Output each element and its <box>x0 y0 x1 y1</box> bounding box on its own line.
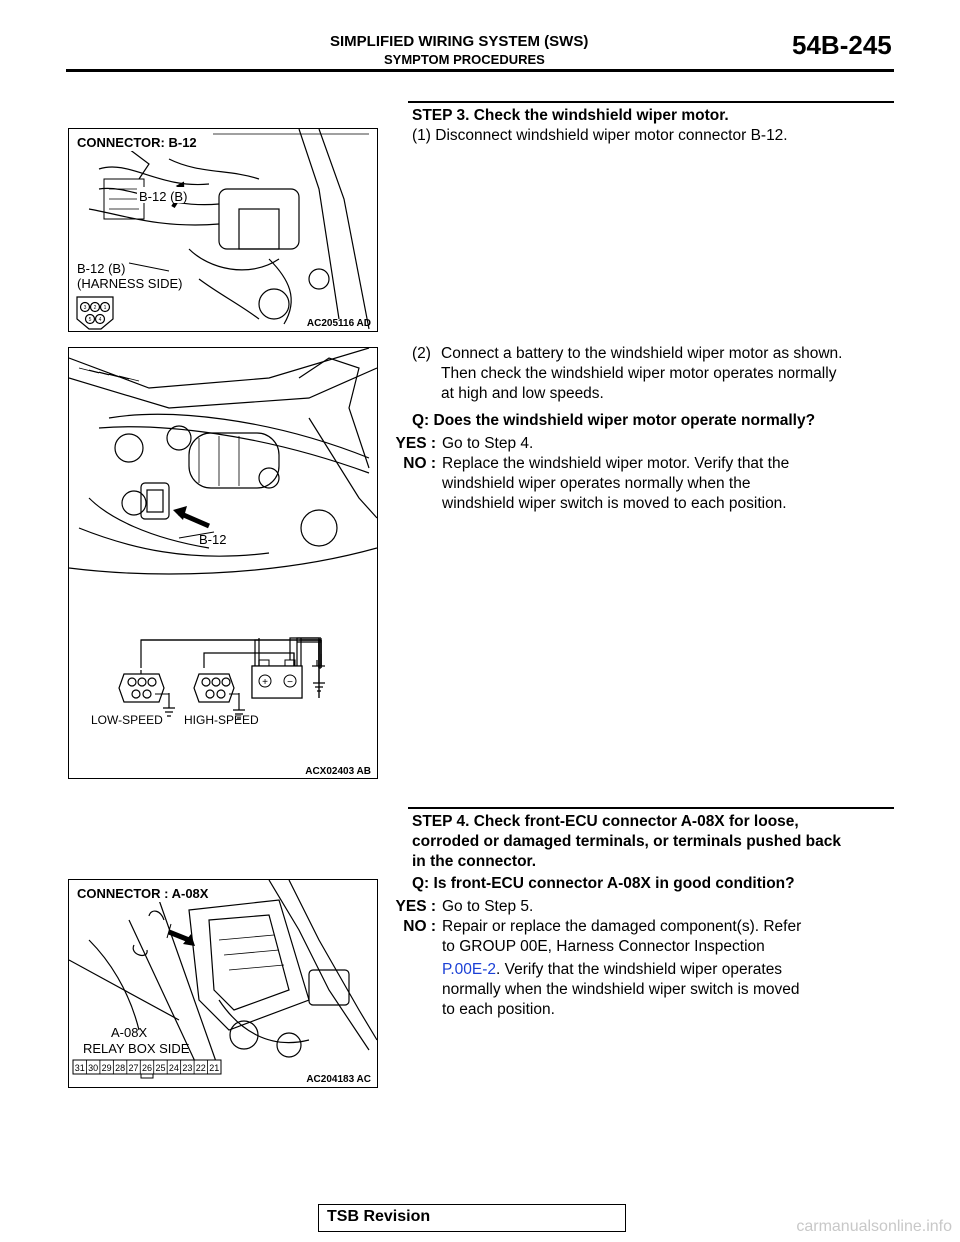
figure-wiper-motor-drawing <box>69 348 377 778</box>
figure-code: AC204183 AC <box>306 1074 371 1085</box>
section-subtitle: SYMPTOM PROCEDURES <box>384 52 545 67</box>
battery-plus: + <box>262 677 268 688</box>
relay-pin-number: 28 <box>115 1063 126 1073</box>
motor-callout: B-12 <box>199 532 227 547</box>
battery-minus: − <box>287 677 293 688</box>
relay-pin-number: 22 <box>195 1063 206 1073</box>
callout-label: B-12 (B) <box>139 189 188 204</box>
high-speed-label: HIGH-SPEED <box>184 713 259 727</box>
step4-rule <box>408 807 894 809</box>
yes-key: YES : <box>395 898 436 915</box>
step4-no-row <box>388 917 898 1020</box>
step3-question: Q: Does the windshield wiper motor operate normally? <box>412 412 816 429</box>
no-link-tail: . Verify that the windshield wiper operates <box>496 961 783 978</box>
no-line: normally when the windshield wiper switch is moved <box>442 981 800 998</box>
relay-pin-number: 30 <box>88 1063 99 1073</box>
step3-rule <box>408 101 894 103</box>
step4-heading-line: STEP 4. Check front-ECU connector A-08X for loose, <box>412 813 799 830</box>
page-number: 54B-245 <box>792 30 892 60</box>
figure-wiper-connector <box>68 128 378 332</box>
no-line: windshield wiper operates normally when the <box>442 475 751 492</box>
step4-question: Q: Is front-ECU connector A-08X in good condition? <box>412 875 795 892</box>
no-line: Replace the windshield wiper motor. Verify that the <box>442 455 790 472</box>
no-key: NO : <box>403 918 436 935</box>
pin-1: 1 <box>103 305 107 311</box>
relay-pin-number: 27 <box>128 1063 139 1073</box>
tsb-revision-box: TSB Revision <box>318 1204 626 1232</box>
connector-label: CONNECTOR : A-08X <box>77 886 209 901</box>
no-key: NO : <box>403 455 436 472</box>
no-line: to each position. <box>442 1001 555 1018</box>
no-line: windshield wiper switch is moved to each position. <box>442 495 787 512</box>
figure-relay-box-drawing <box>69 880 377 1087</box>
step4-heading <box>412 812 894 872</box>
no-line: to GROUP 00E, Harness Connector Inspection <box>442 938 765 955</box>
step4-heading-line: corroded or damaged terminals, or terminals pushed back <box>412 833 841 850</box>
relay-pin-number: 29 <box>101 1063 112 1073</box>
figure-code: AC205116 AD <box>306 318 371 329</box>
no-line-with-link <box>442 960 801 980</box>
pin-5: 5 <box>88 317 92 323</box>
step3-yes-row <box>388 434 888 454</box>
reference-link[interactable]: P.00E-2 <box>442 961 497 978</box>
low-speed-label: LOW-SPEED <box>91 713 163 727</box>
harness-label-2: (HARNESS SIDE) <box>77 276 183 291</box>
section-title: SIMPLIFIED WIRING SYSTEM (SWS) <box>330 33 589 50</box>
step4-heading-line: in the connector. <box>412 853 537 870</box>
yes-key: YES : <box>395 435 436 452</box>
relay-pin-number: 24 <box>168 1063 179 1073</box>
figure-relay-box-connector <box>68 879 378 1088</box>
figure-wiper-motor-battery <box>68 347 378 779</box>
no-line: Repair or replace the damaged component(s). Refer <box>442 918 802 935</box>
relay-label-2: RELAY BOX SIDE <box>83 1041 190 1056</box>
pin-4: 4 <box>98 317 102 323</box>
harness-label-1: B-12 (B) <box>77 261 126 276</box>
step3-item2-line: Connect a battery to the windshield wiper motor as shown. <box>441 345 843 362</box>
step3-item2-line: at high and low speeds. <box>441 385 604 402</box>
watermark: carmanualsonline.info <box>796 1218 952 1235</box>
relay-pin-number: 31 <box>74 1063 85 1073</box>
figure-code: ACX02403 AB <box>305 766 371 777</box>
pin-2: 2 <box>93 305 97 311</box>
yes-text: Go to Step 5. <box>442 898 534 915</box>
relay-pin-number: 21 <box>209 1063 220 1073</box>
relay-pin-number: 23 <box>182 1063 193 1073</box>
header-rule <box>66 69 894 72</box>
step3-heading: STEP 3. Check the windshield wiper motor. <box>412 107 729 124</box>
step3-no-row <box>388 454 888 514</box>
pin-3: 3 <box>83 305 87 311</box>
step4-yes-row <box>388 897 898 917</box>
step3-answers <box>388 434 888 514</box>
relay-pin-strip <box>73 1060 221 1078</box>
step3-item2-num: (2) <box>412 345 431 362</box>
step4-answers <box>388 897 898 1020</box>
step3-item2-line: Then check the windshield wiper motor operates normally <box>441 365 837 382</box>
relay-label-1: A-08X <box>111 1025 148 1040</box>
figure-wiper-connector-drawing <box>69 129 377 331</box>
step3-item1: (1) Disconnect windshield wiper motor connector B-12. <box>412 127 788 144</box>
yes-text: Go to Step 4. <box>442 435 534 452</box>
connector-label: CONNECTOR: B-12 <box>77 135 197 150</box>
relay-pin-number: 26 <box>141 1063 153 1073</box>
step3-item2 <box>412 344 892 404</box>
relay-pin-number: 25 <box>155 1063 166 1073</box>
